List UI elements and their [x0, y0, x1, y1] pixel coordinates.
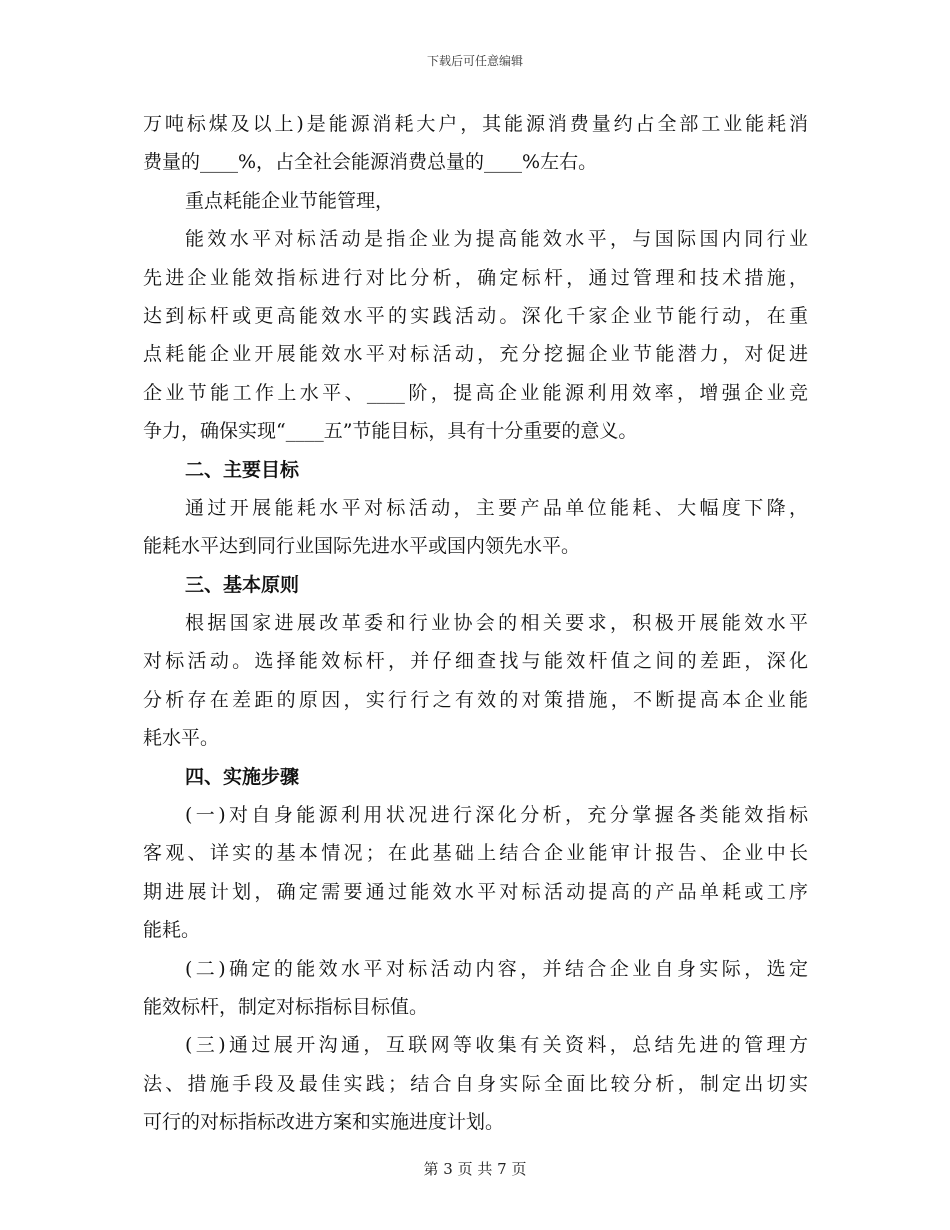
- body-line: 能效标杆，制定对标指标目标值。: [143, 995, 429, 1018]
- body-line: 费量的____%，占全社会能源消费总量的____%左右。: [143, 151, 598, 174]
- body-line: 法、措施手段及最佳实践；结合自身实际全面比较分析，制定出切实: [143, 1072, 808, 1095]
- body-line: 先进企业能效指标进行对比分析，确定标杆，通过管理和技术措施，: [143, 266, 808, 289]
- body-line: 能耗。: [143, 919, 201, 942]
- body-line: 能效水平对标活动是指企业为提高能效水平，与国际国内同行业: [185, 228, 808, 251]
- page-footer: 第 3 页 共 7 页: [423, 1160, 527, 1178]
- body-line: 能耗水平达到同行业国际先进水平或国内领先水平。: [143, 535, 581, 558]
- body-line: 企业节能工作上水平、____阶，提高企业能源利用效率，增强企业竞: [143, 381, 808, 404]
- body-line: 争力，确保实现“____五”节能目标，具有十分重要的意义。: [143, 420, 638, 443]
- body-line: (二)确定的能效水平对标活动内容，并结合企业自身实际，选定: [185, 957, 808, 980]
- body-line: 对标活动。选择能效标杆，并仔细查找与能效杆值之间的差距，深化: [143, 650, 808, 673]
- section-heading: 二、主要目标: [185, 458, 300, 481]
- document-body: [143, 105, 808, 1142]
- body-line: 可行的对标指标改进方案和实施进度计划。: [143, 1111, 505, 1134]
- body-line: 分析存在差距的原因，实行行之有效的对策措施，不断提高本企业能: [143, 688, 808, 711]
- page-header: 下载后可任意编辑: [426, 54, 523, 68]
- body-line: 客观、详实的基本情况；在此基础上结合企业能审计报告、企业中长: [143, 842, 808, 865]
- body-line: 重点耗能企业节能管理，: [185, 189, 395, 212]
- body-line: 根据国家进展改革委和行业协会的相关要求，积极开展能效水平: [185, 612, 808, 635]
- body-line: (三)通过展开沟通，互联网等收集有关资料，总结先进的管理方: [185, 1034, 808, 1057]
- body-line: 期进展计划，确定需要通过能效水平对标活动提高的产品单耗或工序: [143, 880, 808, 903]
- body-line: 耗水平。: [143, 727, 220, 750]
- body-line: 达到标杆或更高能效水平的实践活动。深化千家企业节能行动，在重: [143, 304, 808, 327]
- body-line: 点耗能企业开展能效水平对标活动，充分挖掘企业节能潜力，对促进: [143, 343, 808, 366]
- section-heading: 三、基本原则: [185, 573, 300, 596]
- section-heading: 四、实施步骤: [185, 765, 300, 788]
- body-line: (一)对自身能源利用状况进行深化分析，充分掌握各类能效指标: [185, 804, 808, 827]
- body-line: 通过开展能耗水平对标活动，主要产品单位能耗、大幅度下降，: [185, 496, 808, 519]
- body-line: 万吨标煤及以上)是能源消耗大户，其能源消费量约占全部工业能耗消: [143, 113, 808, 135]
